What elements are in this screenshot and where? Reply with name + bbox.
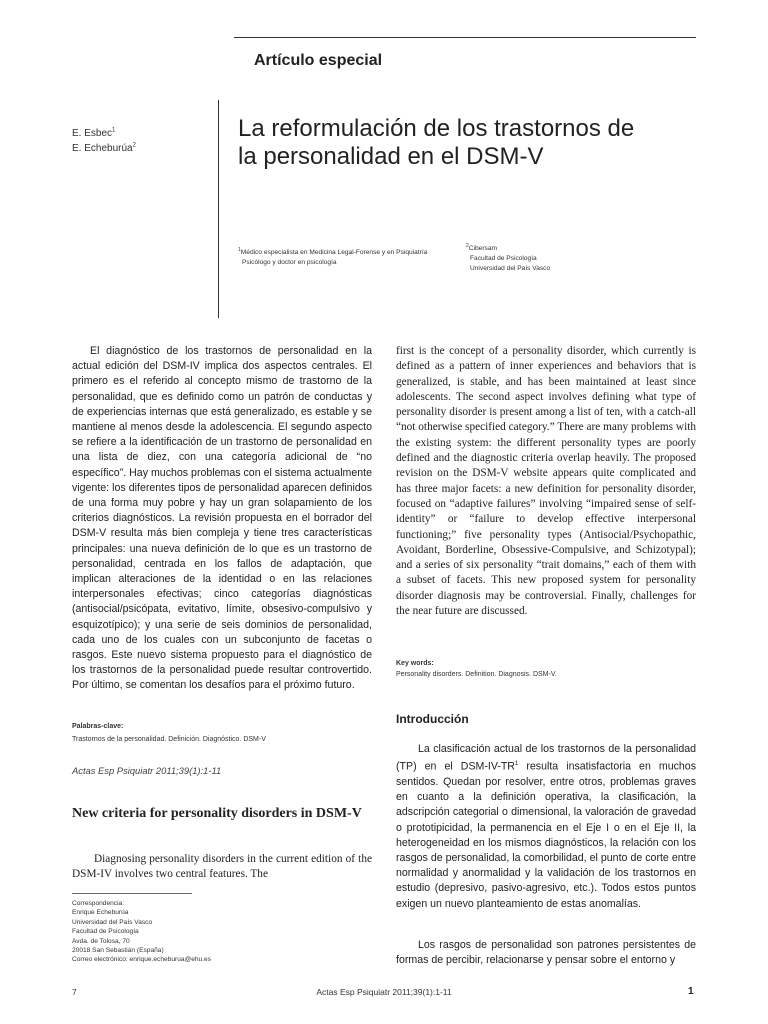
keywords-es-text: Trastornos de la personalidad. Definición. Diagnóstico. DSM-V xyxy=(72,736,266,743)
abstract-english-start: Diagnosing personality disorders in the current edition of the DSM-IV involves two central features. The xyxy=(72,853,372,881)
correspondence-rule xyxy=(72,893,192,894)
correspondence-heading: Correspondencia: xyxy=(72,900,125,907)
abstract-spanish: El diagnóstico de los trastornos de personalidad en la actual edición del DSM-IV implica dos aspectos centrales. El primero es el referido al concepto mismo de trastorno de la personalidad, que es definido como un patrón de conductas y de experiencias internas que está generalizado, es estable y se mantiene al menos desde la adolescencia. El segundo aspecto se refiere a la identificación de un trastorno de personalidad en una lista de diez, con una categoría adicional de “no específico”. Hay muchos problemas con el sistema actualmente vigente: los diferentes tipos de personalidad aparecen definidos de una forma muy pobre y hay un gran solapamiento de los criterios diagnósticos. La revisión propuesta en el borrador del DSM-V resulta más bien compleja y tiene tres características principales: una nueva definición de lo que es un trastorno de personalidad, centrada en los fallos de adaptación, que implican alteraciones de la identidad o en las relaciones interpersonales efectivas; cinco categorías diagnósticas (antisocial/psicópata, evitativo, límite, obsesivo-compulsivo y esquizotípico); y una serie de seis dominios de personalidad, cada uno de los cuales con un subconjunto de facetas o rasgos. Este nuevo sistema propuesto para el diagnóstico de los trastornos de la personalidad puede resultar controvertido. Por último, se comentan los desafíos para el próximo futuro. xyxy=(72,345,372,692)
author-1-mark: 1 xyxy=(112,127,116,134)
introduction-heading: Introducción xyxy=(396,712,469,726)
intro-p1-reference: 1 xyxy=(514,761,519,768)
section-label: Artículo especial xyxy=(254,52,383,69)
keywords-en-text: Personality disorders. Definition. Diagnosis. DSM-V. xyxy=(396,671,557,678)
title-line-1: La reformulación de los trastornos de xyxy=(238,115,635,142)
keywords-es-heading: Palabras-clave: xyxy=(72,723,124,730)
correspondence-name: Enrique Echeburúa xyxy=(72,909,129,917)
correspondence-faculty: Facultad de Psicología xyxy=(72,928,139,936)
affiliation-2 xyxy=(466,244,686,274)
author-list xyxy=(72,126,136,156)
introduction-paragraph-1 xyxy=(396,742,696,912)
affiliation-1 xyxy=(238,248,458,268)
author-2-mark: 2 xyxy=(132,142,136,149)
author-2-name: E. Echeburúa xyxy=(72,143,133,154)
page-number: 1 xyxy=(688,986,694,997)
author-1-name: E. Esbec xyxy=(72,128,113,139)
affiliation-2-mark: 2 xyxy=(466,242,469,249)
affiliation-1-line-2: Psicólogo y doctor en psicología xyxy=(242,259,337,266)
intro-p1-text-a: La clasificación actual de los trastornos de la personalidad (TP) en el DSM-IV-TR xyxy=(396,743,696,773)
affiliation-1-line-1: Médico especialista en Medicina Legal-Forense y en Psiquiatría xyxy=(240,249,428,256)
article-title xyxy=(238,115,698,171)
intro-p1-text-b: resulta insatisfactoria en muchos sentidos. Quedan por resolver, entre otros, problemas graves en cuanto a la definición operativa, la clasificación, la adscripción categorial o dimensional, la valoración de gravedad o prototipicidad, la permanencia en el Eje I o en el Eje II, la heterogeneidad en los mismos diagnósticos, la relación con los rasgos de personalidad, la comorbilidad, el punto de corte entre normalidad y anormalidad y la validación de los trastornos en estudio (depresivo, pasivo-agresivo, etc.). Todos estos puntos exigen un nuevo planteamiento de estas anomalías. xyxy=(396,760,696,910)
author-2 xyxy=(72,141,136,156)
vertical-divider xyxy=(218,100,219,318)
header-rule xyxy=(234,37,696,38)
correspondence-block xyxy=(72,899,211,965)
abstract-english-continuation: first is the concept of a personality disorder, which currently is defined as a pattern of inner experiences and behaviors that is generalized, is stable, and has been maintained at least since adolescents. The second aspect involves defining what type of personality disorder is present among a list of ten, with a catch-all “not otherwise specified category.” There are many problems with the existing system: the different personality types are poorly defined and the diagnostic criteria overlap heavily. The proposed revision on the DSM-V website appears quite complicated and has three major facets: a new definition for personality disorder, focused on “adaptive failures” involving “impaired sense of self-identity” or “failure to develop effective interpersonal functioning;” five personality types (Antisocial/Psychopathic, Avoidant, Borderline, Obsessive-Compulsive, and Schizotypal); and a series of six personality “trait domains,” each of them with a subset of facets. This new proposed system for personality disorder diagnosis may be controversial. Finally, challenges for the near future are discussed. xyxy=(396,345,696,618)
correspondence-email: Correo electrónico: enrique.echeburua@ehu.es xyxy=(72,956,212,964)
citation: Actas Esp Psiquiatr 2011;39(1):1-11 xyxy=(72,765,222,776)
affiliation-2-line-3: Universidad del País Vasco xyxy=(470,265,551,272)
english-title: New criteria for personality disorders in DSM-V xyxy=(72,806,362,821)
footer-journal: Actas Esp Psiquiatr 2011;39(1):1-11 xyxy=(316,987,452,997)
keywords-en-heading: Key words: xyxy=(396,660,434,667)
footer-left-number: 7 xyxy=(72,987,77,997)
correspondence-city: 20018 San Sebastián (España) xyxy=(72,947,164,955)
affiliation-2-line-2: Facultad de Psicología xyxy=(470,255,537,262)
affiliation-1-mark: 1 xyxy=(238,246,241,253)
title-line-2: la personalidad en el DSM-V xyxy=(238,143,544,170)
author-1 xyxy=(72,126,136,141)
correspondence-street: Avda. de Tolosa, 70 xyxy=(72,937,130,945)
affiliation-2-line-1: Cibersam xyxy=(468,245,497,252)
introduction-paragraph-2: Los rasgos de personalidad son patrones persistentes de formas de percibir, relacionarse y pensar sobre el entorno y xyxy=(396,939,696,967)
correspondence-institution: Universidad del País Vasco xyxy=(72,918,153,926)
